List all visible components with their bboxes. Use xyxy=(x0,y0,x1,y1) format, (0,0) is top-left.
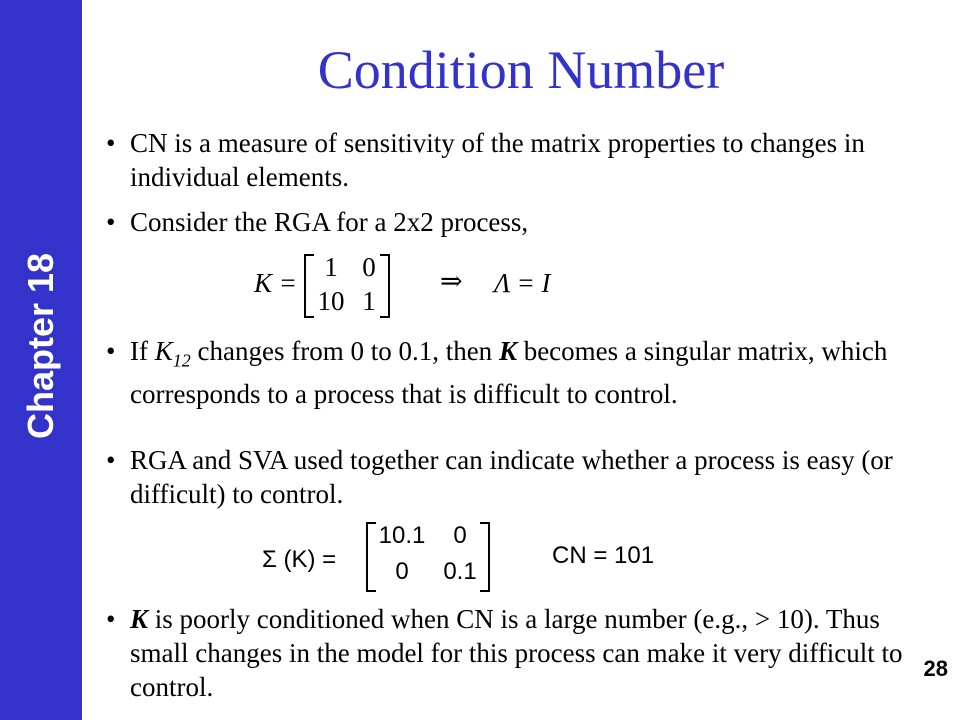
equation-2-lhs: Σ (K) = xyxy=(262,546,337,573)
matrix-left-bracket xyxy=(304,254,314,318)
chapter-sidebar xyxy=(0,0,82,720)
implies-symbol: ⇒ xyxy=(440,266,463,296)
matrix-cell: 0 xyxy=(395,558,409,585)
bullet-4 xyxy=(106,443,906,511)
bullet-1 xyxy=(106,126,906,194)
matrix-cell: 10.1 xyxy=(378,522,426,549)
bullet-5-text: K is poorly conditioned when CN is a large number (e.g., > 10). Thus small changes in the model for this process can make it very difficult to control. xyxy=(130,604,903,702)
bullet-4-text: RGA and SVA used together can indicate whether a process is easy (or difficult) to control. xyxy=(130,445,893,509)
bullet-dot: • xyxy=(106,445,116,475)
matrix-cell: 0 xyxy=(362,252,376,282)
bullet-1-text: CN is a measure of sensitivity of the matrix properties to changes in individual elements. xyxy=(130,128,865,192)
matrix-cell: 1 xyxy=(362,286,376,316)
matrix-cell: 0 xyxy=(453,522,467,549)
bullet-dot: • xyxy=(106,128,116,158)
bullet-5 xyxy=(106,602,906,704)
bullet-3 xyxy=(106,334,906,411)
matrix-cell: 1 xyxy=(324,252,338,282)
bullet-2 xyxy=(106,205,906,239)
matrix-cell: 0.1 xyxy=(443,558,477,585)
page-number: 28 xyxy=(923,656,948,681)
bullet-dot: • xyxy=(106,336,116,366)
chapter-label: Chapter 18 xyxy=(20,252,61,440)
equation-1-lhs: K = xyxy=(254,268,297,298)
equation-1-rhs: Λ = I xyxy=(494,268,551,298)
bullet-3-text: If $K_{12}$ changes from 0 to 0.1, then K becomes a singular matrix, which corresponds to a process that is difficult to control. xyxy=(130,336,888,410)
slide-title: Condition Number xyxy=(317,40,725,100)
matrix-right-bracket xyxy=(480,522,490,592)
equation-2-rhs: CN = 101 xyxy=(552,542,655,569)
bullet-dot: • xyxy=(106,207,116,237)
bullet-dot: • xyxy=(106,604,116,634)
bullet-2-text: Consider the RGA for a 2x2 process, xyxy=(130,207,529,237)
matrix-cell: 10 xyxy=(317,286,345,316)
